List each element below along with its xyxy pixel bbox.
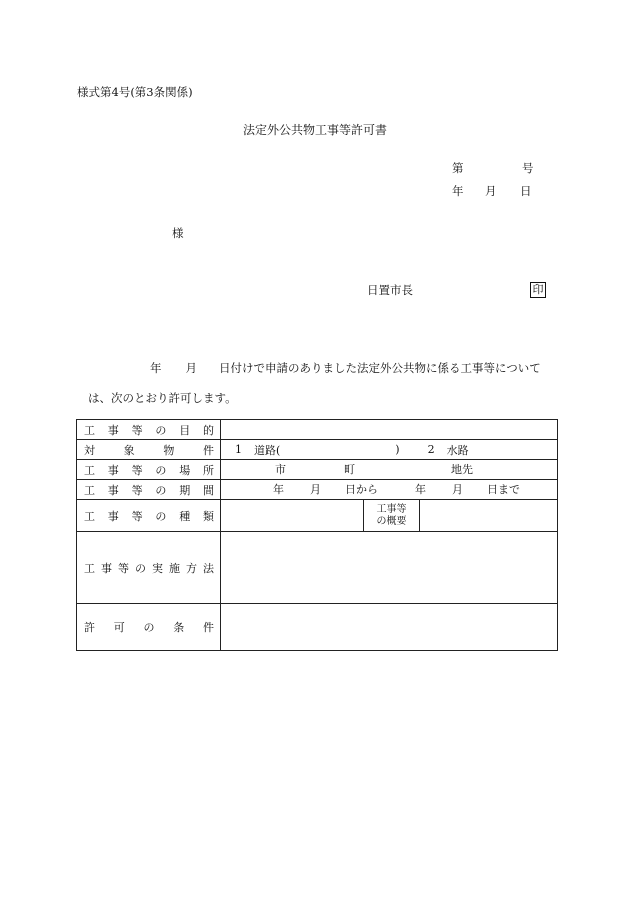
label-char: 事 xyxy=(107,463,119,477)
label-char: 象 xyxy=(123,443,135,457)
body-year: 年 xyxy=(150,361,162,375)
label-overview-line-2: の概要 xyxy=(376,515,407,527)
object-options xyxy=(235,442,557,458)
label-char: 等 xyxy=(131,423,143,437)
water-option-number: 2 xyxy=(427,443,435,456)
label-char: 許 xyxy=(84,621,95,634)
label-purpose-text xyxy=(84,422,214,438)
label-char: 工 xyxy=(84,423,95,437)
period-to-day: 日まで xyxy=(487,483,520,496)
label-char: 目 xyxy=(179,423,191,437)
form-number: 様式第4号(第3条関係) xyxy=(77,85,193,99)
road-close-paren: ) xyxy=(395,443,400,456)
label-conditions-text xyxy=(84,619,214,635)
period-to-month: 月 xyxy=(452,483,463,496)
body-text-1: 日付けで申請のありました法定外公共物に係る工事等について xyxy=(219,361,541,375)
label-char: の xyxy=(155,423,167,437)
road-option-number: 1 xyxy=(235,443,242,456)
label-char: 件 xyxy=(202,443,214,457)
value-type[interactable] xyxy=(221,500,364,532)
label-char: 等 xyxy=(131,509,143,523)
value-method[interactable] xyxy=(221,532,558,604)
label-char: 等 xyxy=(131,483,143,497)
label-char: 場 xyxy=(179,463,191,477)
body-month: 月 xyxy=(185,361,197,375)
label-char: 事 xyxy=(107,483,119,497)
label-char: 方 xyxy=(186,561,197,575)
label-char: の xyxy=(155,483,167,497)
label-char: 事 xyxy=(107,509,119,523)
label-char: 等 xyxy=(131,463,143,477)
label-period-text xyxy=(84,482,214,498)
document-title: 法定外公共物工事等許可書 xyxy=(242,123,387,137)
label-overview xyxy=(364,500,420,532)
seal-mark: 印 xyxy=(530,282,546,298)
label-place xyxy=(77,460,221,480)
label-char: 事 xyxy=(101,561,112,575)
table-row xyxy=(77,460,558,480)
table-row xyxy=(77,480,558,500)
issue-number-prefix: 第 xyxy=(452,161,464,175)
label-char: 種 xyxy=(179,509,191,523)
label-method xyxy=(77,532,221,604)
label-char: 物 xyxy=(163,443,175,457)
label-type-text xyxy=(84,508,214,524)
label-char: 件 xyxy=(203,621,214,634)
label-char: 等 xyxy=(118,561,129,575)
label-char: 対 xyxy=(84,443,95,457)
issue-date-year: 年 xyxy=(452,184,464,198)
table-row xyxy=(77,532,558,604)
label-char: 施 xyxy=(169,561,180,575)
label-method-text xyxy=(84,560,214,576)
value-purpose[interactable] xyxy=(221,420,558,440)
label-char: 的 xyxy=(202,423,214,437)
label-char: の xyxy=(155,509,167,523)
body-text-line-1 xyxy=(150,363,541,375)
permit-details-table xyxy=(76,419,558,651)
value-period[interactable] xyxy=(221,480,558,500)
place-lot: 地先 xyxy=(451,463,473,476)
addressee-suffix: 様 xyxy=(172,226,184,240)
label-conditions xyxy=(77,604,221,651)
place-city: 市 xyxy=(275,463,286,476)
value-object[interactable] xyxy=(221,440,558,460)
table-row xyxy=(77,500,558,532)
label-object-text xyxy=(84,442,214,458)
label-char: 条 xyxy=(173,621,185,634)
label-char: 工 xyxy=(84,463,95,477)
issue-date-month: 月 xyxy=(485,184,497,198)
label-char: 期 xyxy=(179,483,191,497)
label-type xyxy=(77,500,221,532)
value-overview[interactable] xyxy=(420,500,558,532)
body-text-line-2: は、次のとおり許可します。 xyxy=(88,391,237,405)
label-char: の xyxy=(155,463,167,477)
place-town: 町 xyxy=(344,463,355,476)
label-char: 工 xyxy=(84,561,95,575)
issue-date-day: 日 xyxy=(520,184,532,198)
label-char: の xyxy=(135,561,146,575)
table-row xyxy=(77,440,558,460)
label-char: 実 xyxy=(152,561,163,575)
issue-number-suffix: 号 xyxy=(522,161,534,175)
label-object xyxy=(77,440,221,460)
label-char: 間 xyxy=(202,483,214,497)
label-period xyxy=(77,480,221,500)
label-char: 工 xyxy=(84,483,95,497)
label-char: 可 xyxy=(113,621,125,634)
label-char: 類 xyxy=(202,509,214,523)
label-char: 所 xyxy=(202,463,214,477)
label-char: 工 xyxy=(84,509,95,523)
period-from-day: 日から xyxy=(345,483,378,496)
label-char: 法 xyxy=(203,561,214,575)
value-place[interactable] xyxy=(221,460,558,480)
table-row xyxy=(77,420,558,440)
period-to-year: 年 xyxy=(415,483,426,496)
period-from-month: 月 xyxy=(310,483,321,496)
road-option-label: 道路( xyxy=(254,443,281,457)
label-overview-line-1: 工事等 xyxy=(376,503,407,515)
issuer-name: 日置市長 xyxy=(367,283,413,297)
label-char: の xyxy=(143,621,155,634)
table-row xyxy=(77,604,558,651)
label-place-text xyxy=(84,462,214,478)
water-option-label: 水路 xyxy=(446,443,469,457)
label-char: 事 xyxy=(107,423,119,437)
label-purpose xyxy=(77,420,221,440)
period-from-year: 年 xyxy=(273,483,284,496)
value-conditions[interactable] xyxy=(221,604,558,651)
